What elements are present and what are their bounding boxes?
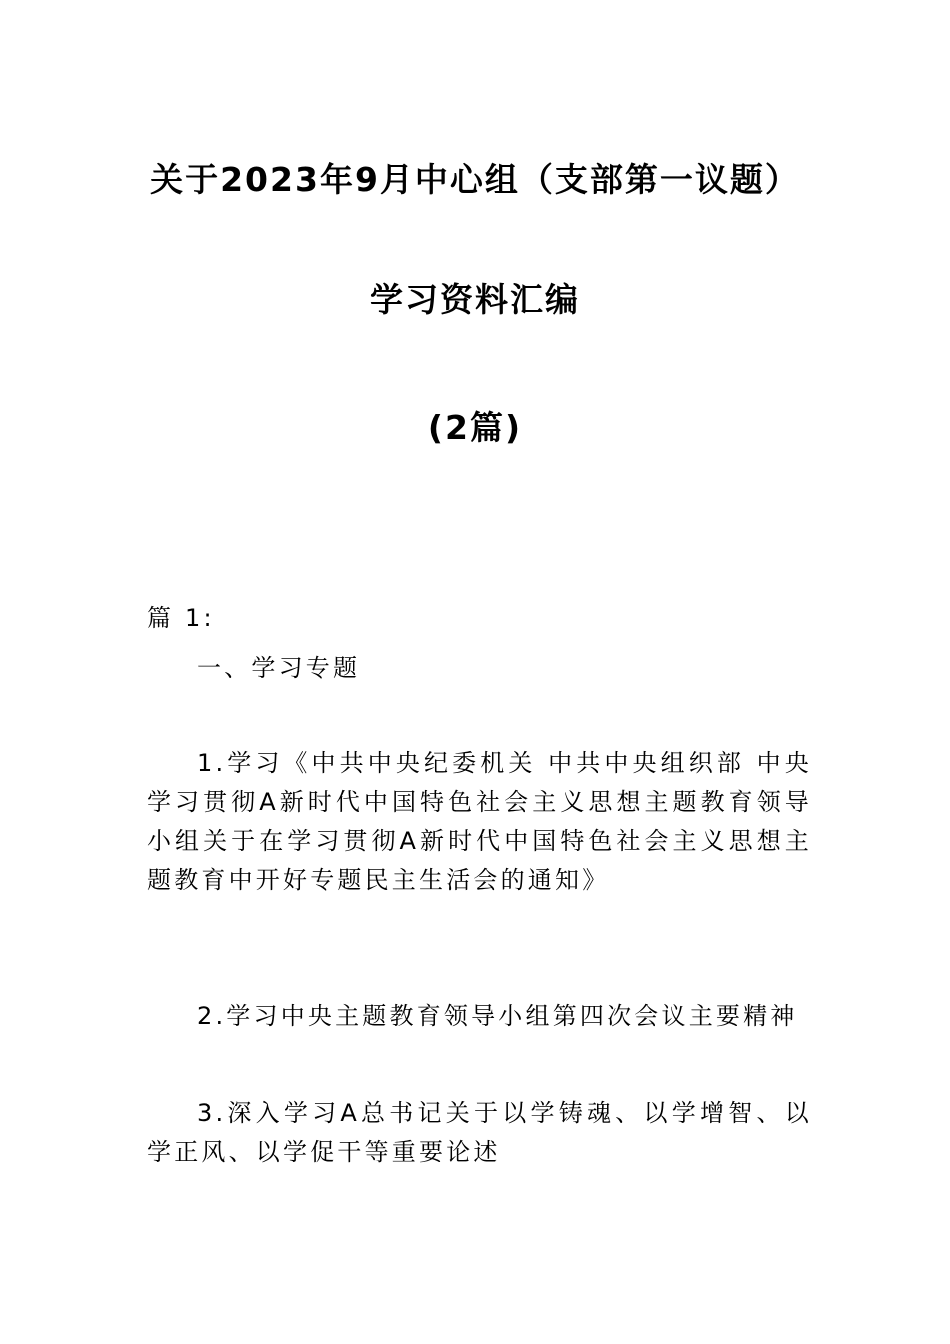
section-heading: 一、学习专题	[197, 654, 361, 682]
document-title-line-1: 关于2023年9月中心组（支部第一议题）	[150, 160, 800, 199]
study-item-3: 3.深入学习A总书记关于以学铸魂、以学增智、以学正风、以学促干等重要论述	[147, 1099, 812, 1166]
study-item-1: 1.学习《中共中央纪委机关 中共中央组织部 中央学习贯彻A新时代中国特色社会主义思想主题教育领导小组关于在学习贯彻A新时代中国特色社会主义思想主题教育中开好专题民主生活会的通知》	[147, 749, 812, 894]
section-label: 篇 1:	[147, 604, 215, 632]
study-item-2: 2.学习中央主题教育领导小组第四次会议主要精神	[197, 1002, 798, 1030]
document-title-line-2: 学习资料汇编	[370, 280, 580, 319]
document-title-count: (2篇)	[427, 408, 523, 447]
